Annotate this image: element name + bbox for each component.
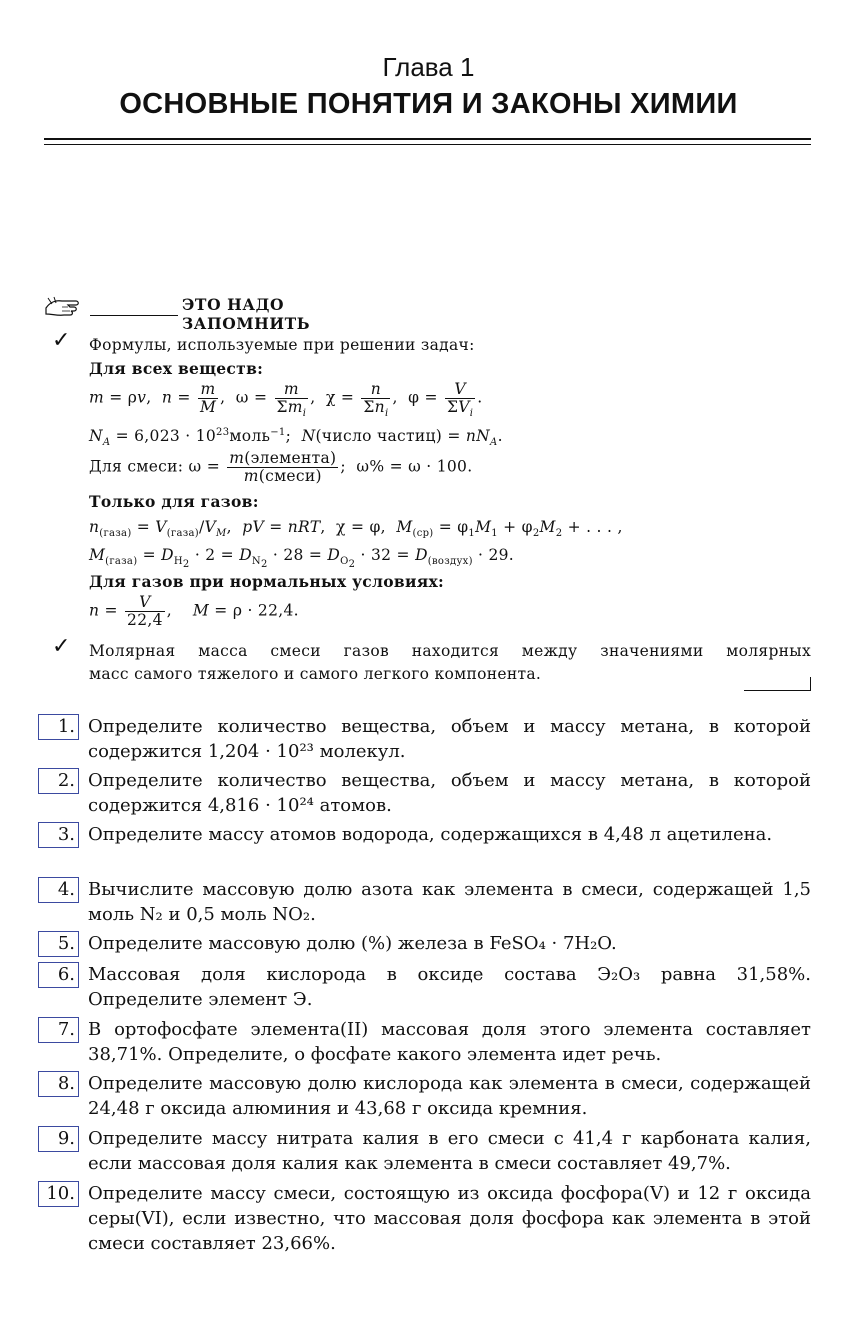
formula-avogadro: $N_A = 6,023$ · $10^{23}моль^{-1}$; N(число частиц) = $nN_A$.: [89, 426, 503, 449]
chapter-label: Глава 1: [382, 52, 475, 82]
formulas-intro: Формулы, используемые при решении задач:: [89, 336, 475, 354]
task-text: Массовая доля кислорода в оксиде состава Э₂O₃ равна 31,58%. Определите элемент Э.: [88, 964, 811, 1010]
task-number: 9.: [38, 1126, 79, 1152]
formula-gas-1: $n_{(газа)} = V_{(газа)}/V_M$, pV = nRT, χ = φ, $M_{(ср)} = \varphi_1M_1 + \varphi_2M_2$ + . . . ,: [89, 518, 623, 540]
task-text: Определите массу смеси, состоящую из оксида фосфора(V) и 12 г оксида серы(VI), если известно, что массовая доля фосфора как элемента в этой смеси составляет 23,66%.: [88, 1183, 811, 1254]
formula-line-1: m = ρv, n = $\frac{m}{M}$ , ω = $\frac{m}{\Sigma m_i}$ , χ = $\frac{n}{\Sigma n_i}$ , φ = $\frac{V}{\Sigma V_i}$ .: [89, 380, 483, 420]
task-text: Определите массовую долю кислорода как элемента в смеси, содержащей 24,48 г оксида алюминия и 43,68 г оксида кремния.: [88, 1073, 811, 1119]
title-rule-thin: [44, 144, 811, 145]
formula-mixture: Для смеси: ω = $\frac{\text{m(элемента)}}{\text{m(смеси)}}$ ; ω% = ω · 100.: [89, 449, 473, 485]
formula-gas-2: $M_{(газа)} = D_{H_2} \cdot 2 = D_{N_2} \cdot 28 = D_{O_2} \cdot 32 = D_{(воздух)} \cdot 29$.: [89, 546, 515, 571]
title-rule: [44, 138, 811, 140]
check-icon: ✓: [52, 328, 71, 353]
remember-header: [44, 292, 404, 333]
pointing-hand-icon: [44, 294, 88, 320]
task-text: Определите массовую долю (%) железа в FeSO₄ · 7H₂O.: [88, 933, 617, 954]
all-substances-heading: Для всех веществ:: [89, 359, 264, 378]
task-text: Определите количество вещества, объем и массу метана, в которой содержится 4,816 · 10²⁴ атомов.: [88, 770, 811, 816]
task-number: 2.: [38, 768, 79, 794]
task-number: 8.: [38, 1071, 79, 1097]
section-end-rule: [744, 690, 811, 691]
gases-normal-heading: Для газов при нормальных условиях:: [89, 572, 445, 591]
formula-gas-normal: n = $\frac{V}{22,4}$ , M = ρ · 22,4.: [89, 593, 299, 629]
check-icon: ✓: [52, 634, 71, 659]
mixture-label: Для смеси:: [89, 457, 184, 476]
task-number: 10.: [38, 1181, 79, 1207]
header-rule: [90, 315, 178, 316]
task-text: В ортофосфате элемента(II) массовая доля этого элемента составляет 38,71%. Определите, о фосфате какого элемента идет речь.: [88, 1019, 811, 1065]
molar-mass-note-1: Молярная масса смеси газов находится между значениями молярных: [89, 642, 811, 660]
task-number: 7.: [38, 1017, 79, 1043]
task-number: 6.: [38, 962, 79, 988]
task-number: 1.: [38, 714, 79, 740]
task-text: Определите массу атомов водорода, содержащихся в 4,48 л ацетилена.: [88, 824, 773, 845]
task-text: Определите массу нитрата калия в его смеси с 41,4 г карбоната калия, если массовая доля калия как элемента в смеси составляет 49,7%.: [88, 1128, 811, 1174]
remember-heading: ЭТО НАДО ЗАПОМНИТЬ: [182, 295, 311, 333]
task-text: Вычислите массовую долю азота как элемента в смеси, содержащей 1,5 моль N₂ и 0,5 моль NO₂.: [88, 879, 811, 925]
gases-only-heading: Только для газов:: [89, 492, 259, 511]
chapter-title: ОСНОВНЫЕ ПОНЯТИЯ И ЗАКОНЫ ХИМИИ: [119, 88, 738, 120]
task-text: Определите количество вещества, объем и массу метана, в которой содержится 1,204 · 10²³ молекул.: [88, 716, 811, 762]
task-number: 4.: [38, 877, 79, 903]
section-end-tick: [810, 677, 811, 691]
task-number: 5.: [38, 931, 79, 957]
molar-mass-note-2: масс самого тяжелого и самого легкого компонента.: [89, 665, 542, 683]
task-number: 3.: [38, 822, 79, 848]
